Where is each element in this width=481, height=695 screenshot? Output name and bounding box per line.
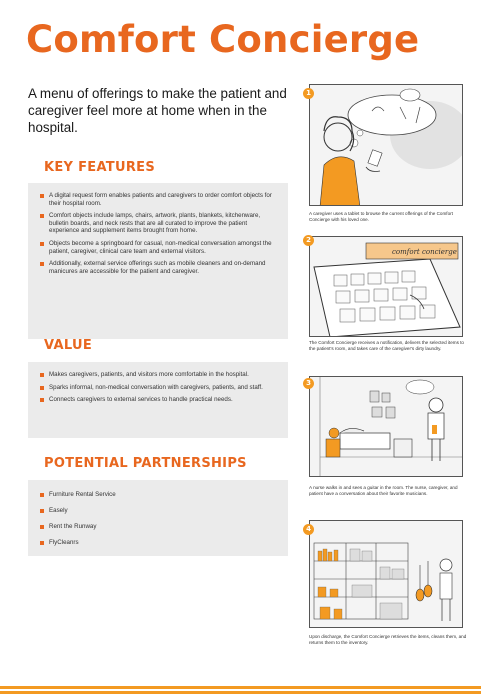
storyboard-illustration-4: [309, 520, 463, 628]
hospital-room-sketch: [310, 377, 463, 477]
value-panel: [28, 362, 288, 438]
bullet-square-icon: [40, 493, 44, 497]
bullet-square-icon: [40, 373, 44, 377]
page-subtitle: A menu of offerings to make the patient and caregiver feel more at home when in the hospital.: [28, 86, 287, 135]
inventory-shelves-sketch: [310, 521, 463, 628]
storyboard-caption-3: A nurse walks in and sees a guitar in the room. The nurse, caregiver, and patient have a conversation about their favorite musicians.: [309, 485, 458, 496]
step-badge: 3: [303, 378, 314, 389]
step-badge: 2: [303, 235, 314, 246]
notification-banner-text: comfort concierge: [392, 248, 457, 256]
storyboard-illustration-2: [309, 236, 463, 337]
list-item: Makes caregivers, patients, and visitors more comfortable in the hospital.: [40, 371, 276, 379]
list-item: Sparks informal, non-medical conversation with caregivers, patients, and staff.: [40, 384, 276, 392]
key-features-panel: [28, 183, 288, 339]
storyboard-caption-2: The Comfort Concierge receives a notification, delivers the selected items to the patient's room, and takes care of the caregiver's dirty laundry.: [309, 340, 464, 351]
storyboard-caption-4: Upon discharge, the Comfort Concierge retrieves the items, cleans them, and returns them to the inventory.: [309, 634, 467, 645]
partnerships-panel: [28, 480, 288, 556]
step-badge: 1: [303, 88, 314, 99]
list-item: A digital request form enables patients and caregivers to order comfort objects for their hospital room.: [40, 192, 276, 207]
list-item: Additionally, external service offerings such as mobile cleaners and on-demand manicures are accessible for the patient and caregiver.: [40, 260, 276, 275]
storyboard-illustration-1: [309, 84, 463, 206]
list-item: Comfort objects include lamps, chairs, artwork, plants, blankets, kitchenware, bulletin boards, and neck rests that are all curated to improve the patient experience and supplement items brought from home.: [40, 212, 276, 235]
bullet-square-icon: [40, 525, 44, 529]
bullet-square-icon: [40, 509, 44, 513]
key-features-heading: KEY FEATURES: [44, 160, 155, 175]
list-item: Objects become a springboard for casual, non-medical conversation amongst the patient, caregiver, clinical care team and external visitors.: [40, 240, 276, 255]
list-item: Connects caregivers to external services to handle practical needs.: [40, 396, 276, 404]
list-item: FlyCleanrs: [40, 539, 276, 547]
page-title: Comfort Concierge: [26, 18, 420, 61]
footer-accent-bar: [0, 686, 481, 689]
storyboard-caption-1: A caregiver uses a tablet to browse the current offerings of the Comfort Concierge with his loved one.: [309, 211, 453, 222]
bullet-square-icon: [40, 214, 44, 218]
value-heading: VALUE: [44, 338, 92, 353]
bullet-square-icon: [40, 398, 44, 402]
caregiver-tablet-sketch: [310, 85, 463, 206]
step-badge: 4: [303, 524, 314, 535]
bullet-square-icon: [40, 242, 44, 246]
list-item: Furniture Rental Service: [40, 491, 276, 499]
bullet-square-icon: [40, 262, 44, 266]
partnerships-heading: POTENTIAL PARTNERSHIPS: [44, 456, 247, 471]
bullet-square-icon: [40, 541, 44, 545]
list-item: Rent the Runway: [40, 523, 276, 531]
bullet-square-icon: [40, 194, 44, 198]
storyboard-illustration-3: [309, 376, 463, 477]
bullet-square-icon: [40, 386, 44, 390]
footer-accent-bar: [0, 691, 481, 694]
list-item: Easely: [40, 507, 276, 515]
tablet-menu-sketch: [310, 237, 463, 337]
